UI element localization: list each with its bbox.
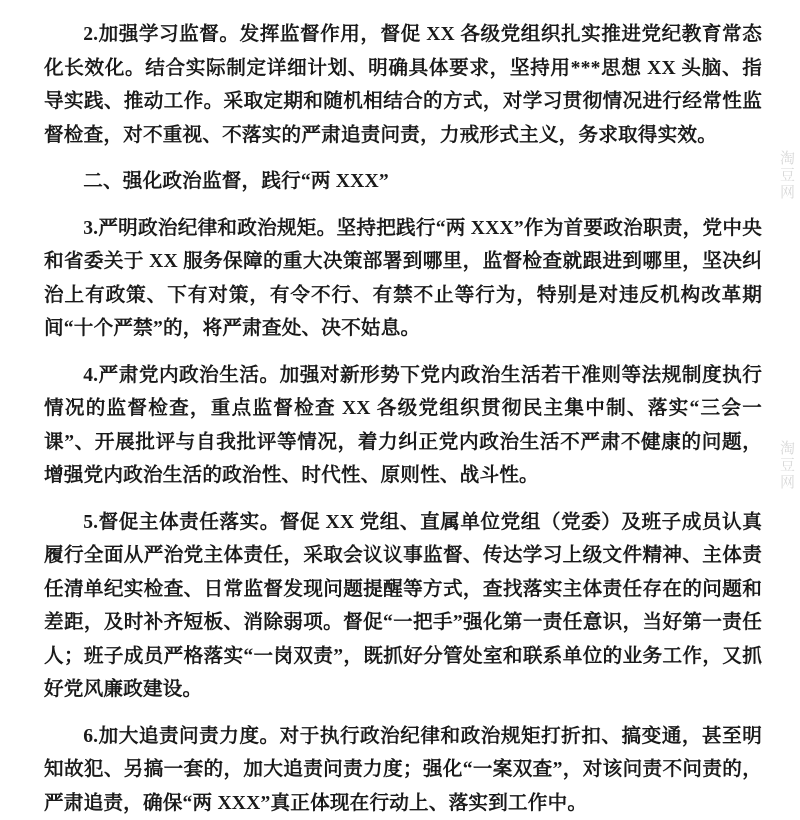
paragraph-item-3: 3.严明政治纪律和政治规矩。坚持把践行“两 XXX”作为首要政治职责，党中央和省委关于 XX 服务保障的重大决策部署到哪里，监督检查就跟进到哪里，坚决纠治上有政策、下有对策，有令不行、有禁不止等行为，特别是对违反机构改革期间“十个严禁”的，将严肃查处、决不姑息。	[44, 212, 762, 346]
watermark-text-top: 淘豆网	[778, 150, 795, 201]
paragraph-item-6: 6.加大追责问责力度。对于执行政治纪律和政治规矩打折扣、搞变通，甚至明知故犯、另搞一套的，加大追责问责力度；强化“一案双查”，对该问责不问责的，严肃追责，确保“两 XXX”真正体现在行动上、落实到工作中。	[44, 720, 762, 820]
paragraph-item-5: 5.督促主体责任落实。督促 XX 党组、直属单位党组（党委）及班子成员认真履行全面从严治党主体责任，采取会议议事监督、传达学习上级文件精神、主体责任清单纪实检查、日常监督发现问题提醒等方式，查找落实主体责任存在的问题和差距，及时补齐短板、消除弱项。督促“一把手”强化第一责任意识，当好第一责任人；班子成员严格落实“一岗双责”，既抓好分管处室和联系单位的业务工作，又抓好党风廉政建设。	[44, 506, 762, 707]
section-heading-two: 二、强化政治监督，践行“两 XXX”	[44, 165, 762, 199]
paragraph-item-2: 2.加强学习监督。发挥监督作用，督促 XX 各级党组织扎实推进党纪教育常态化长效化。结合实际制定详细计划、明确具体要求，坚持用***思想 XX 头脑、指导实践、推动工作。采取定期和随机相结合的方式，对学习贯彻情况进行经常性监督检查，对不重视、不落实的严肃追责问责，力戒形式主义，务求取得实效。	[44, 18, 762, 152]
watermark-text-bottom: 淘豆网	[778, 440, 795, 491]
paragraph-item-4: 4.严肃党内政治生活。加强对新形势下党内政治生活若干准则等法规制度执行情况的监督检查，重点监督检查 XX 各级党组织贯彻民主集中制、落实“三会一课”、开展批评与自我批评等情况，着力纠正党内政治生活不严肃不健康的问题，增强党内政治生活的政治性、时代性、原则性、战斗性。	[44, 359, 762, 493]
